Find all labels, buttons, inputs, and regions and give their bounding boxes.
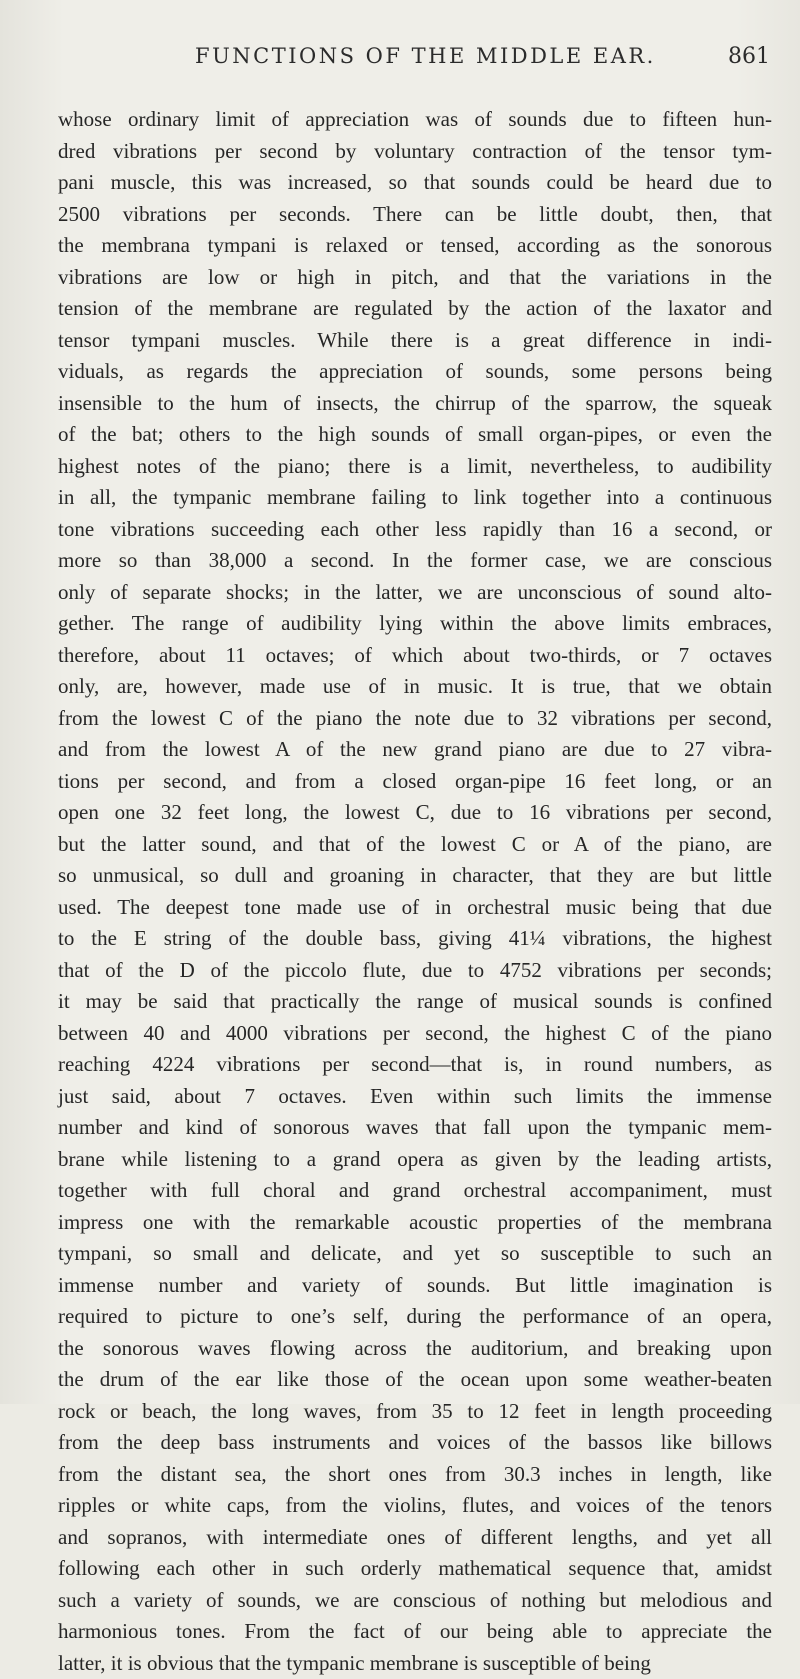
text-line: the sonorous waves flowing across the auditorium, and breaking upon	[58, 1333, 772, 1365]
text-line: and from the lowest A of the new grand piano are due to 27 vibra-	[58, 734, 772, 766]
text-line: from the lowest C of the piano the note due to 32 vibrations per second,	[58, 703, 772, 735]
body-text	[58, 104, 772, 1679]
text-line: in all, the tympanic membrane failing to link together into a continuous	[58, 482, 772, 514]
text-line: the drum of the ear like those of the ocean upon some weather-beaten	[58, 1364, 772, 1396]
text-line: 2500 vibrations per seconds. There can be little doubt, then, that	[58, 199, 772, 231]
text-line: rock or beach, the long waves, from 35 to 12 feet in length proceeding	[58, 1396, 772, 1428]
text-line: only, are, however, made use of in music. It is true, that we obtain	[58, 671, 772, 703]
text-line: it may be said that practically the range of musical sounds is confined	[58, 986, 772, 1018]
running-title: FUNCTIONS OF THE MIDDLE EAR.	[195, 44, 656, 68]
page-number: 861	[728, 44, 770, 69]
text-line: of the bat; others to the high sounds of small organ-pipes, or even the	[58, 419, 772, 451]
text-line: harmonious tones. From the fact of our being able to appreciate the	[58, 1616, 772, 1648]
text-line: tympani, so small and delicate, and yet so susceptible to such an	[58, 1238, 772, 1270]
text-line: dred vibrations per second by voluntary contraction of the tensor tym-	[58, 136, 772, 168]
text-line: following each other in such orderly mathematical sequence that, amidst	[58, 1553, 772, 1585]
text-line: number and kind of sonorous waves that fall upon the tympanic mem-	[58, 1112, 772, 1144]
text-line: ripples or white caps, from the violins, flutes, and voices of the tenors	[58, 1490, 772, 1522]
text-line: to the E string of the double bass, giving 41¼ vibrations, the highest	[58, 923, 772, 955]
text-line: whose ordinary limit of appreciation was of sounds due to fifteen hun-	[58, 104, 772, 136]
text-line: used. The deepest tone made use of in orchestral music being that due	[58, 892, 772, 924]
text-line: the membrana tympani is relaxed or tensed, according as the sonorous	[58, 230, 772, 262]
text-line: latter, it is obvious that the tympanic membrane is susceptible of being	[58, 1648, 772, 1679]
running-head	[0, 44, 800, 84]
text-line: vibrations are low or high in pitch, and that the variations in the	[58, 262, 772, 294]
text-line: therefore, about 11 octaves; of which about two-thirds, or 7 octaves	[58, 640, 772, 672]
text-line: between 40 and 4000 vibrations per second, the highest C of the piano	[58, 1018, 772, 1050]
text-line: insensible to the hum of insects, the chirrup of the sparrow, the squeak	[58, 388, 772, 420]
text-line: that of the D of the piccolo flute, due to 4752 vibrations per seconds;	[58, 955, 772, 987]
text-line: highest notes of the piano; there is a limit, nevertheless, to audibility	[58, 451, 772, 483]
text-line: open one 32 feet long, the lowest C, due to 16 vibrations per second,	[58, 797, 772, 829]
text-line: tone vibrations succeeding each other less rapidly than 16 a second, or	[58, 514, 772, 546]
text-line: brane while listening to a grand opera as given by the leading artists,	[58, 1144, 772, 1176]
text-line: only of separate shocks; in the latter, we are unconscious of sound alto-	[58, 577, 772, 609]
text-line: viduals, as regards the appreciation of sounds, some persons being	[58, 356, 772, 388]
text-line: reaching 4224 vibrations per second—that is, in round numbers, as	[58, 1049, 772, 1081]
text-line: from the distant sea, the short ones from 30.3 inches in length, like	[58, 1459, 772, 1491]
text-line: and sopranos, with intermediate ones of different lengths, and yet all	[58, 1522, 772, 1554]
text-line: pani muscle, this was increased, so that sounds could be heard due to	[58, 167, 772, 199]
text-line: just said, about 7 octaves. Even within such limits the immense	[58, 1081, 772, 1113]
text-line: tension of the membrane are regulated by the action of the laxator and	[58, 293, 772, 325]
text-line: tensor tympani muscles. While there is a great difference in indi-	[58, 325, 772, 357]
text-line: such a variety of sounds, we are conscious of nothing but melodious and	[58, 1585, 772, 1617]
text-line: required to picture to one’s self, during the performance of an opera,	[58, 1301, 772, 1333]
text-line: impress one with the remarkable acoustic properties of the membrana	[58, 1207, 772, 1239]
text-line: immense number and variety of sounds. But little imagination is	[58, 1270, 772, 1302]
text-line: more so than 38,000 a second. In the former case, we are conscious	[58, 545, 772, 577]
text-line: from the deep bass instruments and voices of the bassos like billows	[58, 1427, 772, 1459]
text-line: gether. The range of audibility lying within the above limits embraces,	[58, 608, 772, 640]
text-line: so unmusical, so dull and groaning in character, that they are but little	[58, 860, 772, 892]
text-line: together with full choral and grand orchestral accompaniment, must	[58, 1175, 772, 1207]
text-line: tions per second, and from a closed organ-pipe 16 feet long, or an	[58, 766, 772, 798]
text-line: but the latter sound, and that of the lowest C or A of the piano, are	[58, 829, 772, 861]
